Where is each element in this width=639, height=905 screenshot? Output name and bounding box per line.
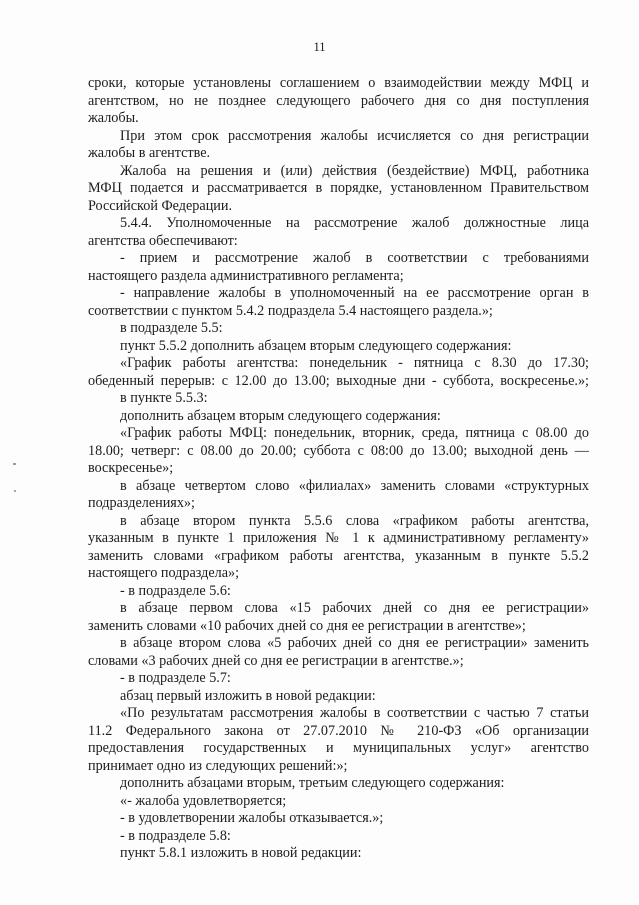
doc-line-9: 5.4.4. Уполномоченные на рассмотрение жалоб должностные лица [120,215,589,231]
scan-speck [13,463,16,465]
scan-speck [14,490,16,492]
doc-line-31: в абзаце первом слова «15 рабочих дней со дня ее регистрации» [120,600,589,616]
doc-line-45: пункт 5.8.1 изложить в новой редакции: [120,845,362,861]
doc-line-16: пункт 5.5.2 дополнить абзацем вторым следующего содержания: [120,338,512,354]
doc-line-6: Жалоба на решения и (или) действия (бездействие) МФЦ, работника [120,163,589,179]
doc-line-27: указанным в пункте 1 приложения № 1 к административному регламенту» [88,530,589,546]
doc-line-37: «По результатам рассмотрения жалобы в соответствии с частью 7 статьи [120,705,589,721]
doc-line-17: «График работы агентства: понедельник - пятница с 8.30 до 17.30; [120,355,589,371]
doc-line-24: в абзаце четвертом слово «филиалах» заменить словами «структурных [120,478,589,494]
doc-line-10: агентства обеспечивают: [88,233,238,249]
doc-line-43: - в удовлетворении жалобы отказывается.»; [120,810,384,826]
doc-line-28: заменить словами «графиком работы агентства, указанным в пункте 5.5.2 [88,548,589,564]
doc-line-40: принимает одно из следующих решений:»; [88,758,348,774]
doc-line-26: в абзаце втором пункта 5.5.6 слова «графиком работы агентства, [120,513,589,529]
doc-line-29: настоящего подраздела»; [88,565,240,581]
doc-line-2: агентством, но не позднее следующего рабочего дня со дня поступления [88,93,589,109]
doc-line-5: жалобы в агентстве. [88,145,211,161]
doc-line-21: «График работы МФЦ: понедельник, вторник, среда, пятница с 08.00 до [120,425,589,441]
doc-line-4: При этом срок рассмотрения жалобы исчисляется со дня регистрации [120,128,589,144]
doc-line-38: 11.2 Федерального закона от 27.07.2010 № 210-ФЗ «Об организации [88,723,589,739]
doc-line-35: - в подразделе 5.7: [120,670,231,686]
doc-line-44: - в подразделе 5.8: [120,828,231,844]
doc-line-39: предоставления государственных и муниципальных услуг» агентство [88,740,589,756]
doc-line-15: в подразделе 5.5: [120,320,223,336]
doc-line-11: - прием и рассмотрение жалоб в соответствии с требованиями [120,250,589,266]
doc-line-8: Российской Федерации. [88,198,233,214]
doc-line-32: заменить словами «10 рабочих дней со дня ее регистрации в агентстве»; [88,618,526,634]
doc-line-22: 18.00; четверг: с 08.00 до 20.00; суббота с 08:00 до 13.00; выходной день — [88,443,589,459]
doc-line-7: МФЦ подается и рассматривается в порядке, установленном Правительством [88,180,589,196]
doc-line-33: в абзаце втором слова «5 рабочих дней со дня ее регистрации» заменить [120,635,589,651]
doc-line-36: абзац первый изложить в новой редакции: [120,688,376,704]
doc-line-34: словами «3 рабочих дней со дня ее регистрации в агентстве.»; [88,653,464,669]
doc-line-23: воскресенье»; [88,460,174,476]
doc-line-1: сроки, которые установлены соглашением о взаимодействии между МФЦ и [88,75,589,91]
doc-line-14: соответствии с пунктом 5.4.2 подраздела 5.4 настоящего раздела.»; [88,303,493,319]
doc-line-19: в пункте 5.5.3: [120,390,208,406]
doc-line-42: «- жалоба удовлетворяется; [120,793,287,809]
doc-line-20: дополнить абзацем вторым следующего содержания: [120,408,441,424]
doc-line-18: обеденный перерыв: с 12.00 до 13.00; выходные дни - суббота, воскресенье.»; [88,373,589,389]
doc-line-13: - направление жалобы в уполномоченный на ее рассмотрение орган в [120,285,589,301]
page-number: 11 [313,40,326,54]
doc-line-25: подразделениях»; [88,495,195,511]
doc-line-30: - в подразделе 5.6: [120,583,231,599]
doc-line-12: настоящего раздела административного регламента; [88,268,404,284]
doc-line-41: дополнить абзацами вторым, третьим следующего содержания: [120,775,505,791]
doc-line-3: жалобы. [88,110,139,126]
